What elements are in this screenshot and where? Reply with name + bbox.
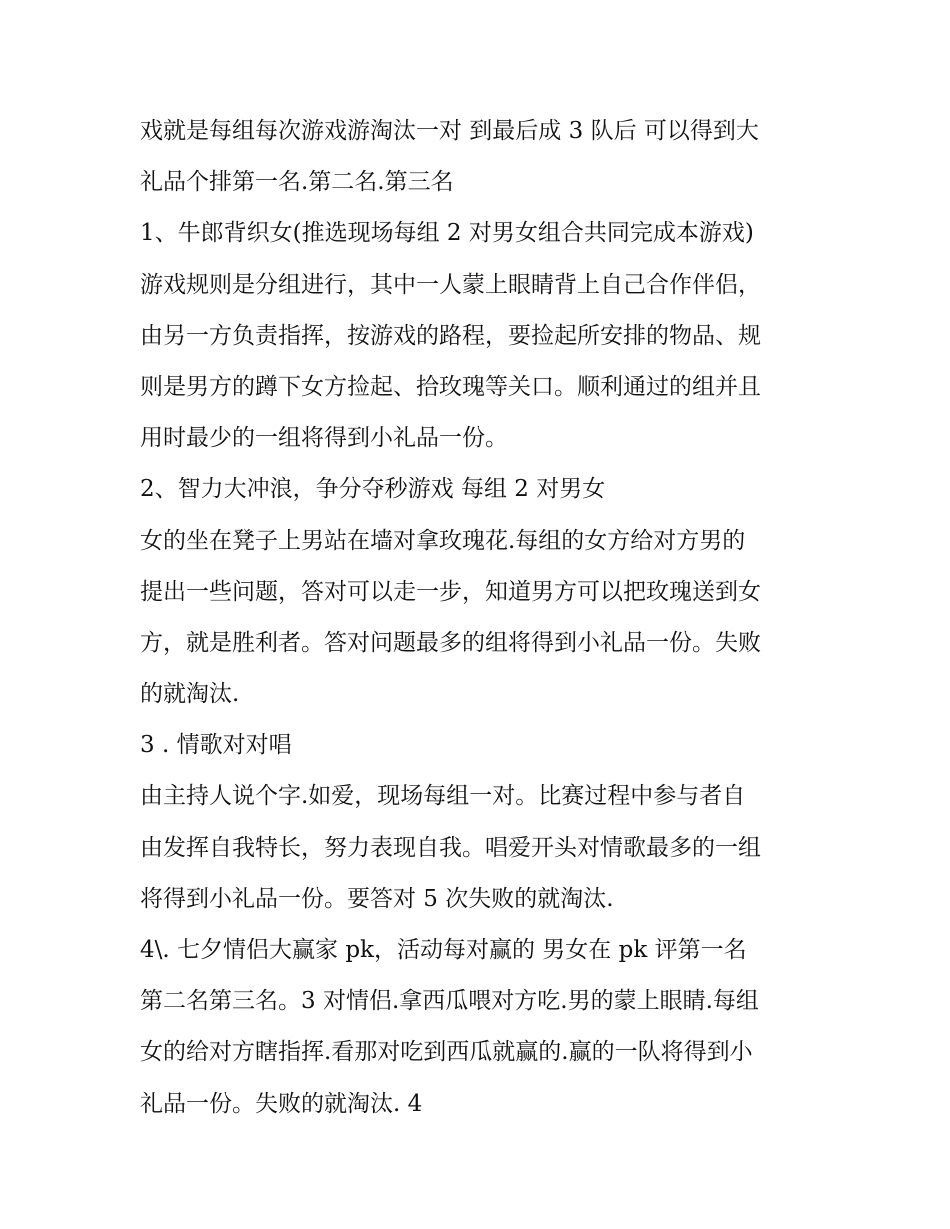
text-line: 游戏规则是分组进行，其中一人蒙上眼睛背上自己合作伴侣，: [140, 271, 761, 298]
section-heading-2: 2、智力大冲浪，争分夺秒游戏 每组 2 对男女: [140, 476, 606, 503]
text-line: 礼品一份。失败的就淘汰. 4: [140, 1090, 423, 1117]
text-line: 戏就是每组每次游戏游淘汰一对 到最后成 3 队后 可以得到大: [140, 118, 759, 144]
section-heading-1: 1、牛郎背织女(推选现场每组 2 对男女组合共同完成本游戏): [140, 220, 754, 247]
text-line: 由主持人说个字.如爱，现场每组一对。比赛过程中参与者自: [140, 783, 746, 810]
text-line: 方，就是胜利者。答对问题最多的组将得到小礼品一份。失败: [140, 629, 761, 656]
text-line: 由发挥自我特长，努力表现自我。唱爱开头对情歌最多的一组: [140, 834, 761, 861]
document-body: [140, 112, 830, 1136]
text-line: 提出一些问题，答对可以走一步，知道男方可以把玫瑰送到女: [140, 578, 761, 605]
text-line: 礼品个排第一名.第二名.第三名: [140, 169, 454, 196]
text-line: 则是男方的蹲下女方捡起、拾玫瑰等关口。顺利通过的组并且: [140, 373, 761, 400]
text-line: 的就淘汰.: [140, 681, 240, 708]
section-heading-3: 3 . 情歌对对唱: [140, 732, 292, 759]
text-line: 用时最少的一组将得到小礼品一份。: [140, 425, 508, 452]
text-line: 女的给对方瞎指挥.看那对吃到西瓜就赢的.赢的一队将得到小: [140, 1039, 753, 1066]
text-line: 将得到小礼品一份。要答对 5 次失败的就淘汰.: [140, 885, 614, 912]
text-line: 第二名第三名。3 对情侣.拿西瓜喂对方吃.男的蒙上眼睛.每组: [140, 988, 759, 1015]
text-line: 女的坐在凳子上男站在墙对拿玫瑰花.每组的女方给对方男的: [140, 527, 746, 554]
text-line: 由另一方负责指挥，按游戏的路程，要捡起所安排的物品、规: [140, 322, 761, 349]
section-heading-4: 4\. 七夕情侣大赢家 pk，活动每对赢的 男女在 pk 评第一名: [140, 937, 747, 963]
